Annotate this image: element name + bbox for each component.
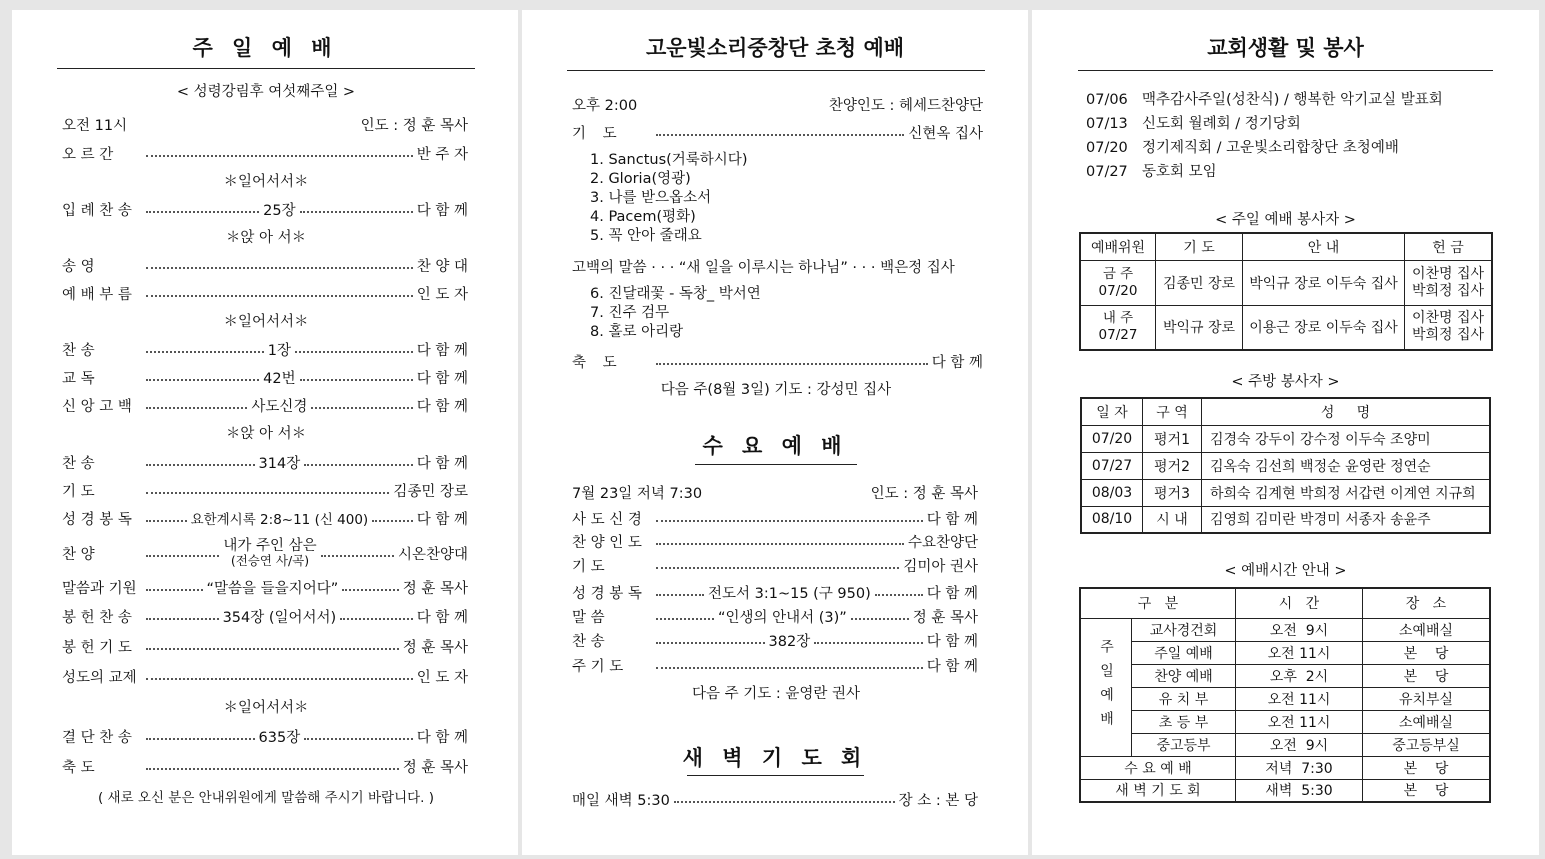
order-item: 찬 양 내가 주인 삼은 (전승연 사/곡) 시온찬양대 (62, 538, 468, 568)
sit-note: ＊앉 아 서＊ (225, 426, 307, 442)
order-item: 성도의 교제 인 도 자 (62, 669, 468, 686)
order-item: 찬 양 인 도 수요찬양단 (572, 534, 978, 551)
order-item: 성 경 봉 독 요한계시록 2:8~11 (신 400) 다 함 께 (62, 511, 469, 528)
table-row: 08/03 평거3 하희숙 김계현 박희정 서갑련 이계연 지규희 (1081, 479, 1490, 506)
next-prayer: 다음 주 기도 : 윤영란 권사 (691, 686, 860, 702)
wednesday-time: 7월 23일 저녁 7:30 (572, 486, 703, 502)
order-item: 기 도 김종민 장로 (62, 483, 468, 500)
divider (567, 70, 985, 71)
order-item: 기 도 김미아 권사 (572, 558, 978, 575)
concert-panel (522, 10, 1028, 855)
table-row: 중고등부 오전 9시 중고등부실 (1080, 733, 1490, 756)
sermon-line: 고백의 말씀 · · · “새 일을 이루시는 하나님” · · · 백은정 집사 (572, 260, 955, 276)
church-life-panel (1032, 10, 1539, 855)
worship-times-title: < 예배시간 안내 > (1224, 563, 1347, 579)
table-row: 초 등 부 오전 11시 소예배실 (1080, 710, 1490, 733)
table-row: 유 치 부 오전 11시 유치부실 (1080, 687, 1490, 710)
schedule-item: 07/27 동호회 모임 (1086, 164, 1217, 180)
order-item: 찬 송 382장 다 함 께 (572, 633, 978, 650)
divider (1078, 70, 1493, 71)
schedule-list (1086, 88, 1443, 184)
service-volunteers-title: < 주일 예배 봉사자 > (1215, 212, 1356, 228)
table-row: 08/10 시 내 김영희 김미란 박경미 서종자 송윤주 (1081, 506, 1490, 533)
schedule-item: 07/13 신도회 월례회 / 정기당회 (1086, 116, 1301, 132)
table-row: 07/20 평거1 김경숙 강두이 강수정 이두숙 조양미 (1081, 425, 1490, 452)
worship-times-table: 구 분 시 간 장 소 주일예배 교사경건회 오전 9시 소예배실 주일 예배 오전 11시 본 당 찬양 예배 오후 2시 본 당 유 치 부 오전 11시 유치부실 초 등 부 오전 11시 소예배실 중고등부 오전 9시 중고등부실 수 요 예 배 저녁 7:30 본 당 새 벽 기 도 회 새벽 5:30 본 당 (1079, 587, 1491, 803)
wednesday-leader: 인도 : 정 훈 목사 (870, 486, 978, 502)
dawn-title: 새 벽 기 도 회 (682, 746, 868, 770)
divider (695, 464, 857, 465)
stand-note: ＊일어서서＊ (223, 700, 309, 716)
concert-leader: 찬양인도 : 헤세드찬양단 (828, 98, 983, 114)
next-prayer: 다음 주(8월 3일) 기도 : 강성민 집사 (660, 382, 892, 398)
order-item: 교 독 42번 다 함 께 (62, 370, 468, 387)
order-item: 찬 송 314장 다 함 께 (62, 455, 468, 472)
table-row: 수 요 예 배 저녁 7:30 본 당 (1080, 756, 1490, 779)
order-item: 주 기 도 다 함 께 (572, 658, 978, 675)
song-list: 6. 진달래꽃 - 독창_ 박서연 7. 진주 검무 8. 홀로 아리랑 (590, 286, 761, 340)
sunday-leader: 인도 : 정 훈 목사 (360, 118, 468, 134)
order-item: 말씀과 기원 “말씀을 들을지어다” 정 훈 목사 (62, 580, 469, 597)
order-item: 찬 송 1장 다 함 께 (62, 342, 469, 359)
order-item: 봉 헌 찬 송 354장 (일어서서) 다 함 께 (62, 609, 469, 626)
order-item: 예 배 부 름 인 도 자 (62, 286, 468, 303)
service-volunteers-table: 예배위원 기 도 안 내 헌 금 금 주 07/20 김종민 장로 박익규 장로 이두숙 집사 이찬명 집사 박희정 집사 내 주 07/27 박익규 장로 이용근 장로 이두숙 집사 이찬명 집사 박희정 집사 (1079, 232, 1493, 351)
table-row: 주일예배 교사경건회 오전 9시 소예배실 (1080, 618, 1490, 641)
order-item: 축 도 다 함 께 (572, 354, 983, 371)
table-row: 찬양 예배 오후 2시 본 당 (1080, 664, 1490, 687)
order-item: 결 단 찬 송 635장 다 함 께 (62, 729, 468, 746)
order-item: 사 도 신 경 다 함 께 (572, 511, 978, 528)
newcomer-notice: ( 새로 오신 분은 안내위원에게 말씀해 주시기 바랍니다. ) (97, 790, 435, 806)
divider (57, 68, 475, 69)
order-item: 축 도 정 훈 목사 (62, 759, 468, 776)
table-row: 주일 예배 오전 11시 본 당 (1080, 641, 1490, 664)
church-title: 교회생활 및 봉사 (1207, 36, 1364, 60)
order-item: 입 례 찬 송 25장 다 함 께 (62, 202, 468, 219)
order-item: 성 경 봉 독 전도서 3:1~15 (구 950) 다 함 께 (572, 585, 978, 602)
sunday-service-panel (12, 10, 518, 855)
sunday-title: 주 일 예 배 (192, 36, 338, 60)
order-item: 신 앙 고 백 사도신경 다 함 께 (62, 398, 468, 415)
kitchen-volunteers-table: 일 자 구 역 성 명 07/20 평거1 김경숙 강두이 강수정 이두숙 조양미 07/27 평거2 김옥숙 김선희 백정순 윤영란 정연순 08/03 평거3 하희숙 김계현 박희정 서갑련 이계연 지규희 08/10 시 내 김영희 김미란 박경미 서종자 송윤주 (1080, 397, 1491, 534)
table-row: 새 벽 기 도 회 새벽 5:30 본 당 (1080, 779, 1490, 802)
schedule-item: 07/06 맥추감사주일(성찬식) / 행복한 악기교실 발표회 (1086, 92, 1443, 108)
concert-title: 고운빛소리중창단 초청 예배 (645, 36, 905, 60)
order-item: 오 르 간 반 주 자 (62, 146, 468, 163)
order-item: 송 영 찬 양 대 (62, 258, 468, 275)
table-row: 내 주 07/27 박익규 장로 이용근 장로 이두숙 집사 이찬명 집사 박희정 집사 (1080, 305, 1492, 350)
sit-note: ＊앉 아 서＊ (225, 230, 307, 246)
sunday-time: 오전 11시 (62, 118, 128, 134)
stand-note: ＊일어서서＊ (223, 314, 309, 330)
concert-time: 오후 2:00 (572, 98, 638, 114)
stand-note: ＊일어서서＊ (223, 174, 309, 190)
kitchen-volunteers-title: < 주방 봉사자 > (1231, 374, 1340, 390)
schedule-item: 07/20 정기제직회 / 고운빛소리합창단 초청예배 (1086, 140, 1399, 156)
table-row: 금 주 07/20 김종민 장로 박익규 장로 이두숙 집사 이찬명 집사 박희정 집사 (1080, 260, 1492, 305)
order-item: 기 도 신현옥 집사 (572, 125, 983, 142)
divider (687, 775, 864, 776)
song-list: 1. Sanctus(거룩하시다) 2. Gloria(영광) 3. 나를 받으옵소서 4. Pacem(평화) 5. 꼭 안아 줄래요 (590, 152, 748, 244)
order-item: 말 씀 “인생의 안내서 (3)” 정 훈 목사 (572, 609, 979, 626)
sunday-subtitle: < 성령강림후 여섯째주일 > (176, 84, 356, 100)
dawn-info: 매일 새벽 5:30 장 소 : 본 당 (572, 792, 978, 809)
order-item: 봉 헌 기 도 정 훈 목사 (62, 639, 468, 656)
table-row: 07/27 평거2 김옥숙 김선희 백정순 윤영란 정연순 (1081, 452, 1490, 479)
wednesday-title: 수 요 예 배 (702, 434, 848, 458)
